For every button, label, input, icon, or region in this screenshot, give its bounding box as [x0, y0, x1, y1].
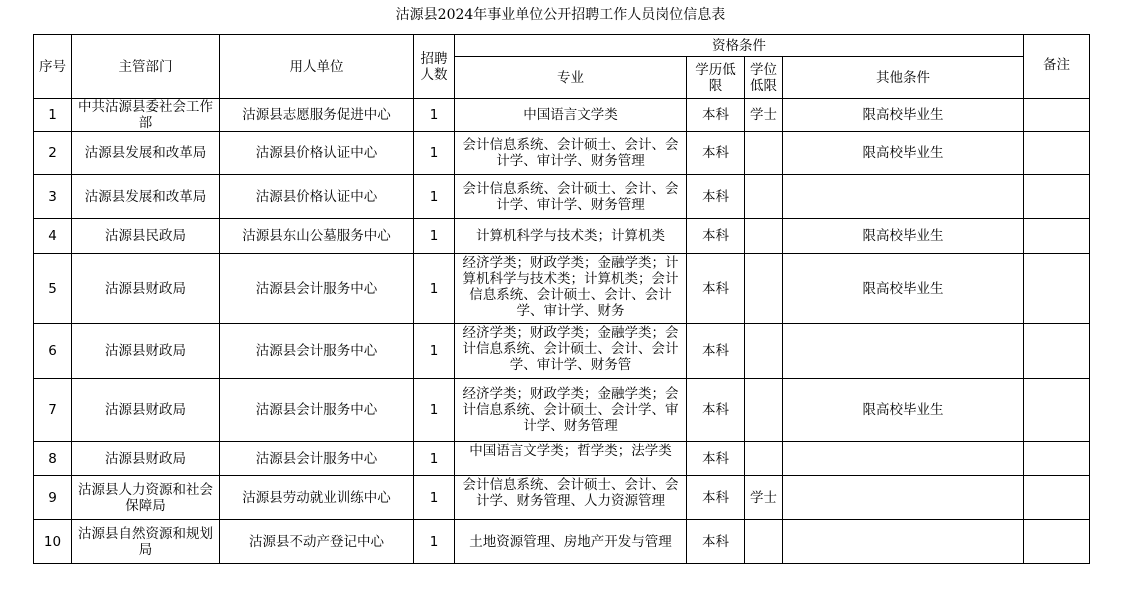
cell-unit: 沽源县会计服务中心: [220, 324, 414, 379]
header-qualification: 资格条件: [455, 35, 1024, 57]
cell-seq: 3: [34, 175, 72, 219]
cell-dept: 沽源县财政局: [72, 324, 220, 379]
cell-education: 本科: [687, 379, 745, 442]
cell-unit: 沽源县东山公墓服务中心: [220, 219, 414, 254]
cell-remark: [1024, 99, 1090, 132]
cell-seq: 9: [34, 476, 72, 520]
cell-count: 1: [414, 99, 455, 132]
cell-seq: 1: [34, 99, 72, 132]
table-row: [34, 132, 1090, 175]
cell-major: 经济学类；财政学类；金融学类；会计信息系统、会计硕士、会计学、审计学、财务管理: [455, 379, 687, 442]
cell-education: 本科: [687, 324, 745, 379]
header-dept: 主管部门: [72, 35, 220, 99]
cell-major: 会计信息系统、会计硕士、会计、会计学、审计学、财务管理: [455, 175, 687, 219]
header-count: 招聘人数: [414, 35, 455, 99]
cell-remark: [1024, 219, 1090, 254]
cell-major: 土地资源管理、房地产开发与管理: [455, 520, 687, 564]
cell-count: 1: [414, 175, 455, 219]
header-education: 学历低限: [687, 57, 745, 99]
cell-major: [455, 476, 687, 520]
cell-other: 限高校毕业生: [783, 99, 1024, 132]
cell-seq: 7: [34, 379, 72, 442]
cell-other: [783, 324, 1024, 379]
cell-major-text: 经济学类；财政学类；金融学类；计算机科学与技术类；计算机类；会计信息系统、会计硕士、会计、会计学、审计学、财务: [462, 254, 679, 319]
cell-remark: [1024, 476, 1090, 520]
header-degree: 学位低限: [745, 57, 783, 99]
cell-seq: 8: [34, 442, 72, 476]
cell-unit: 沽源县会计服务中心: [220, 254, 414, 324]
cell-seq: 10: [34, 520, 72, 564]
cell-remark: [1024, 442, 1090, 476]
cell-remark: [1024, 324, 1090, 379]
table-row: [34, 476, 1090, 520]
table-row: [34, 175, 1090, 219]
cell-seq: 2: [34, 132, 72, 175]
cell-other: 限高校毕业生: [783, 132, 1024, 175]
cell-education: 本科: [687, 520, 745, 564]
cell-degree: [745, 175, 783, 219]
cell-remark: [1024, 175, 1090, 219]
cell-other: [783, 520, 1024, 564]
table-row: [34, 254, 1090, 324]
cell-remark: [1024, 254, 1090, 324]
cell-dept: 中共沽源县委社会工作部: [72, 99, 220, 132]
cell-major-text: 经济学类；财政学类；金融学类；会计信息系统、会计硕士、会计、会计学、审计学、财务管: [462, 324, 679, 373]
job-table: [33, 34, 1090, 564]
cell-degree: [745, 219, 783, 254]
cell-major: 会计信息系统、会计硕士、会计、会计学、审计学、财务管理: [455, 132, 687, 175]
cell-education: 本科: [687, 175, 745, 219]
cell-dept: 沽源县发展和改革局: [72, 132, 220, 175]
cell-other: [783, 476, 1024, 520]
cell-education: 本科: [687, 99, 745, 132]
cell-other: [783, 442, 1024, 476]
header-major: 专业: [455, 57, 687, 99]
cell-unit: 沽源县会计服务中心: [220, 442, 414, 476]
cell-remark: [1024, 132, 1090, 175]
cell-degree: [745, 254, 783, 324]
cell-remark: [1024, 520, 1090, 564]
cell-unit: 沽源县价格认证中心: [220, 132, 414, 175]
cell-dept: 沽源县发展和改革局: [72, 175, 220, 219]
cell-major: [455, 324, 687, 379]
cell-dept: 沽源县民政局: [72, 219, 220, 254]
table-row: [34, 379, 1090, 442]
cell-other: 限高校毕业生: [783, 379, 1024, 442]
cell-major-text: 会计信息系统、会计硕士、会计、会计学、财务管理、人力资源管理: [462, 476, 679, 509]
table-row: [34, 520, 1090, 564]
cell-unit: 沽源县劳动就业训练中心: [220, 476, 414, 520]
cell-degree: [745, 379, 783, 442]
cell-count: 1: [414, 324, 455, 379]
cell-major: 中国语言文学类: [455, 99, 687, 132]
cell-education: 本科: [687, 442, 745, 476]
cell-dept: 沽源县自然资源和规划局: [72, 520, 220, 564]
cell-degree: 学士: [745, 476, 783, 520]
cell-seq: 6: [34, 324, 72, 379]
cell-count: 1: [414, 132, 455, 175]
cell-count: 1: [414, 476, 455, 520]
table-row: [34, 324, 1090, 379]
header-unit: 用人单位: [220, 35, 414, 99]
cell-count: 1: [414, 254, 455, 324]
cell-education: 本科: [687, 476, 745, 520]
cell-education: 本科: [687, 132, 745, 175]
cell-education: 本科: [687, 254, 745, 324]
cell-education: 本科: [687, 219, 745, 254]
table-row: [34, 219, 1090, 254]
page-title: 沽源县2024年事业单位公开招聘工作人员岗位信息表: [395, 7, 726, 23]
header-row-1: [34, 35, 1090, 57]
cell-count: 1: [414, 442, 455, 476]
cell-major: [455, 254, 687, 324]
cell-dept: 沽源县财政局: [72, 379, 220, 442]
cell-degree: 学士: [745, 99, 783, 132]
table-row: [34, 442, 1090, 476]
cell-major: [455, 442, 687, 476]
cell-dept: 沽源县人力资源和社会保障局: [72, 476, 220, 520]
cell-degree: [745, 520, 783, 564]
cell-count: 1: [414, 219, 455, 254]
cell-seq: 4: [34, 219, 72, 254]
header-other: 其他条件: [783, 57, 1024, 99]
cell-dept: 沽源县财政局: [72, 442, 220, 476]
table-row: [34, 99, 1090, 132]
cell-remark: [1024, 379, 1090, 442]
cell-degree: [745, 132, 783, 175]
cell-degree: [745, 442, 783, 476]
cell-major: 计算机科学与技术类；计算机类: [455, 219, 687, 254]
cell-other: 限高校毕业生: [783, 254, 1024, 324]
cell-count: 1: [414, 520, 455, 564]
cell-unit: 沽源县不动产登记中心: [220, 520, 414, 564]
cell-major-text: 中国语言文学类；哲学类；法学类: [469, 442, 672, 459]
cell-unit: 沽源县志愿服务促进中心: [220, 99, 414, 132]
cell-dept: 沽源县财政局: [72, 254, 220, 324]
cell-degree: [745, 324, 783, 379]
cell-unit: 沽源县会计服务中心: [220, 379, 414, 442]
cell-other: [783, 175, 1024, 219]
cell-seq: 5: [34, 254, 72, 324]
header-remark: 备注: [1024, 35, 1090, 99]
cell-count: 1: [414, 379, 455, 442]
cell-unit: 沽源县价格认证中心: [220, 175, 414, 219]
header-seq: 序号: [34, 35, 72, 99]
cell-other: 限高校毕业生: [783, 219, 1024, 254]
